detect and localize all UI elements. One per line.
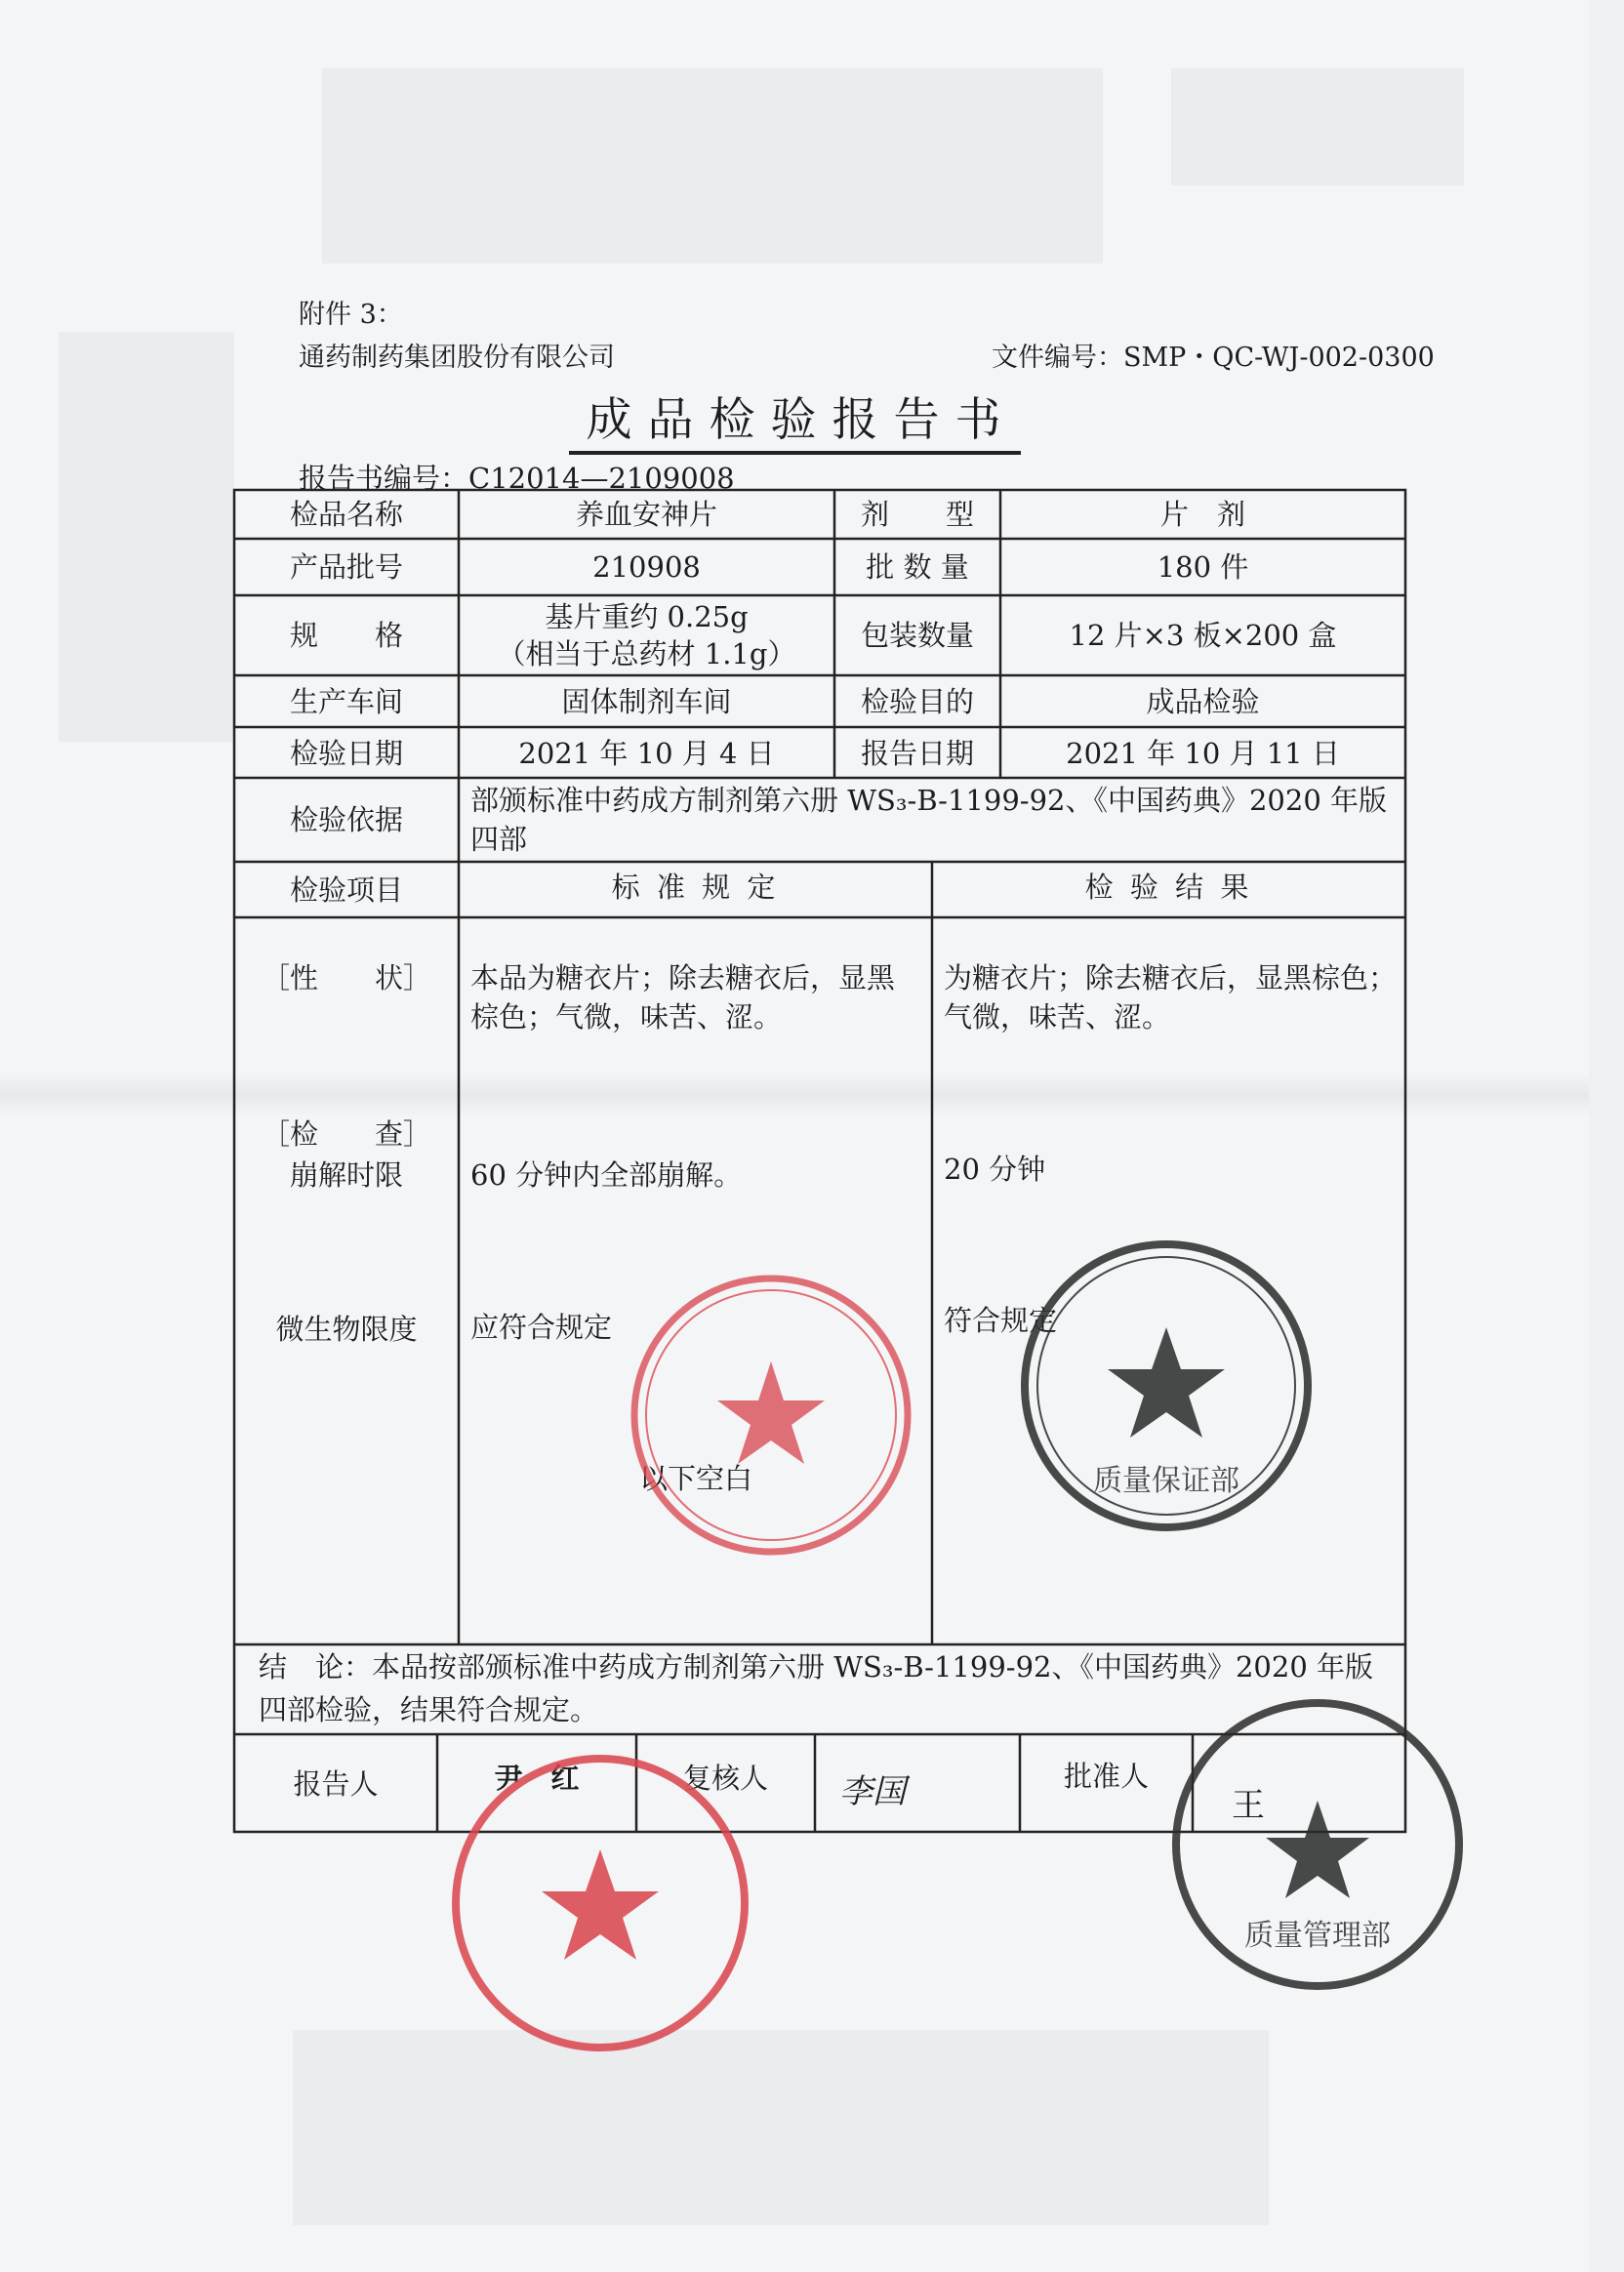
appearance-standard: 本品为糖衣片；除去糖衣后，显黑棕色；气微，味苦、涩。 [470, 961, 896, 1034]
paper-fold [0, 1074, 1589, 1116]
redacted-area [322, 68, 1103, 264]
company-name: 通药制药集团股份有限公司 [299, 343, 615, 373]
inspection-label: ［检 查］ [261, 1117, 431, 1151]
spec-line1: 基片重约 0.25g [545, 600, 749, 633]
test-date-label: 检验日期 [289, 737, 403, 770]
spec-line2: （相当于总药材 1.1g） [497, 637, 796, 670]
test-date-value: 2021 年 10 月 4 日 [518, 737, 775, 770]
black-quality-dept-seal-icon [1015, 1235, 1318, 1537]
file-number: 文件编号：SMP・QC-WJ-002-0300 [992, 343, 1435, 373]
disintegration-label: 崩解时限 [289, 1158, 403, 1192]
red-pharma-seal-icon [444, 1747, 756, 2059]
microbial-standard: 应符合规定 [470, 1311, 613, 1344]
pack-qty-label: 包装数量 [860, 619, 974, 652]
approver-label: 批准人 [1063, 1760, 1149, 1793]
red-company-seal-icon [625, 1269, 917, 1562]
disintegration-standard: 60 分钟内全部崩解。 [470, 1158, 743, 1192]
appearance-result: 为糖衣片；除去糖衣后，显黑棕色；气微，味苦、涩。 [944, 961, 1398, 1034]
batch-qty-label: 批 数 量 [866, 550, 969, 584]
basis-value: 部颁标准中药成方制剂第六册 WS₃-B-1199-92、《中国药典》2020 年版四部 [470, 784, 1387, 856]
svg-text:质量保证部: 质量保证部 [1093, 1464, 1239, 1498]
pack-qty-value: 12 片×3 板×200 盒 [1069, 619, 1337, 652]
disintegration-result: 20 分钟 [944, 1153, 1046, 1186]
appearance-label: ［性 状］ [261, 961, 431, 994]
batch-qty-value: 180 件 [1157, 550, 1249, 584]
spec-label: 规 格 [289, 619, 403, 652]
dosage-form-label: 剂 型 [860, 498, 974, 531]
standard-label: 标 准 规 定 [611, 871, 780, 904]
redacted-area [1171, 68, 1464, 185]
batch-no-label: 产品批号 [289, 550, 403, 584]
result-label: 检 验 结 果 [1084, 871, 1253, 904]
report-date-label: 报告日期 [860, 737, 974, 770]
product-name-value: 养血安神片 [575, 498, 717, 531]
page-title: 成品检验报告书 [0, 384, 1589, 449]
black-quality-mgmt-seal-icon [1166, 1693, 1469, 1996]
item-label: 检验项目 [289, 873, 403, 907]
microbial-label: 微生物限度 [275, 1313, 418, 1346]
report-number: 报告书编号：C12014—2109008 [299, 462, 735, 495]
conclusion-text: 结 论：本品按部颁标准中药成方制剂第六册 WS₃-B-1199-92、《中国药典》2020 年版四部检验，结果符合规定。 [259, 1650, 1373, 1726]
microbial-result: 符合规定 [944, 1304, 1058, 1337]
redacted-area [293, 2030, 1269, 2225]
workshop-label: 生产车间 [289, 685, 403, 718]
purpose-value: 成品检验 [1146, 685, 1260, 718]
blank-note: 以下空白 [639, 1462, 753, 1495]
svg-text:质量管理部: 质量管理部 [1244, 1919, 1391, 1953]
product-name-label: 检品名称 [289, 498, 403, 531]
basis-label: 检验依据 [289, 803, 403, 836]
approver-signature: 王 [1232, 1786, 1265, 1825]
reviewer-label: 复核人 [682, 1762, 768, 1795]
report-date-value: 2021 年 10 月 11 日 [1066, 737, 1340, 770]
reporter-label: 报告人 [293, 1767, 379, 1801]
purpose-label: 检验目的 [860, 685, 974, 718]
attachment-label: 附件 3： [299, 300, 403, 330]
batch-no-value: 210908 [592, 550, 701, 584]
reporter-signature: 尹 红 [494, 1762, 580, 1795]
dosage-form-value: 片 剂 [1159, 498, 1245, 531]
reviewer-signature: 李国 [839, 1772, 906, 1811]
workshop-value: 固体制剂车间 [561, 685, 732, 718]
